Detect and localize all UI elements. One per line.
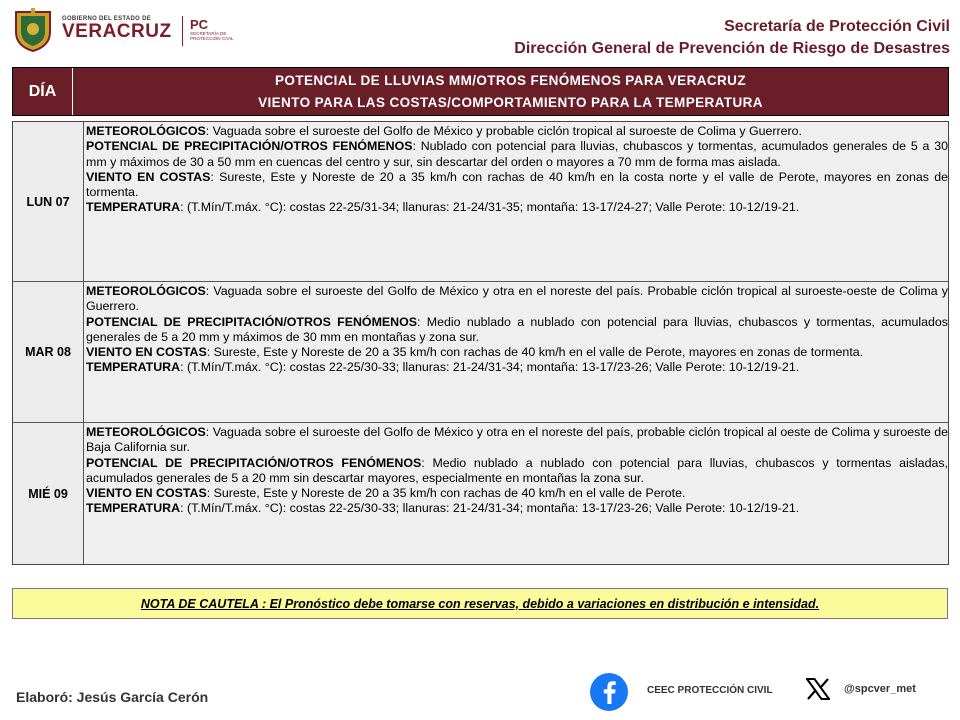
prec-text: : Medio nublado a nublado con potencial para lluvias, chubascos y tormentas, acumulados generales de 5 a 20 mm y máximos de 30 mm en montañas y zona sur.	[86, 314, 948, 344]
x-handle-label[interactable]: @spcver_met	[844, 683, 916, 695]
facebook-icon[interactable]	[590, 673, 628, 711]
page-header	[0, 0, 960, 62]
day-column-header: DÍA	[13, 68, 73, 115]
facebook-label[interactable]: CEEC PROTECCIÓN CIVIL	[647, 685, 773, 696]
prec-text: : Medio nublado a nublado con potencial para lluvias, chubascos y tormentas aisladas, acumulados generales de 5 a 20 mm sin descartar mayores, especialmente en montañas la zona sur.	[86, 455, 948, 485]
table-header	[12, 67, 949, 116]
forecast-content	[84, 282, 948, 422]
temp-label: TEMPERATURA	[86, 501, 181, 516]
forecast-content	[84, 122, 948, 281]
temp-text: : (T.Mín/T.máx. °C): costas 22-25/30-33; llanuras: 21-24/31-34; montaña: 13-17/23-26; Valle Perote: 10-12/19-21.	[180, 360, 800, 375]
pc-small-text-2: PROTECCIÓN CIVIL	[190, 36, 234, 41]
wind-label: VIENTO EN COSTAS	[86, 169, 211, 184]
prec-label: POTENCIAL DE PRECIPITACIÓN/OTROS FENÓMENOS	[86, 139, 413, 154]
table-row	[13, 423, 948, 564]
gov-big-text: VERACRUZ	[62, 21, 172, 42]
met-text: : Vaguada sobre el suroeste del Golfo de México y probable ciclón tropical al suroeste de Colima y Guerrero.	[205, 124, 802, 138]
wind-text: : Sureste, Este y Noreste de 20 a 35 km/h con rachas de 40 km/h en la costa norte y el valle de Perote, mayores en zonas de tormenta.	[86, 169, 948, 200]
met-text: : Vaguada sobre el suroeste del Golfo de México y otra en el noreste del país, probable ciclón tropical al oeste de Colima y suroeste de Baja California sur.	[86, 425, 948, 455]
pc-logo-text: PC	[190, 17, 209, 32]
wind-label: VIENTO EN COSTAS	[86, 486, 207, 501]
veracruz-shield-icon	[12, 6, 54, 52]
temp-label: TEMPERATURA	[86, 360, 181, 375]
wind-text: : Sureste, Este y Noreste de 20 a 35 km/h con rachas de 40 km/h en el valle de Perote, mayores en zonas de tormenta.	[206, 345, 864, 360]
prec-text: : Nublado con potencial para lluvias, chubascos y tormentas, acumulados generales de 5 a 30 mm y máximos de 30 a 50 mm en cuencas del centro y sur, sin descartar del orden o mayores a 70 mm de forma mas aislada.	[86, 139, 948, 169]
government-logo	[12, 6, 242, 52]
gov-small-text: GOBIERNO DEL ESTADO DE	[62, 16, 152, 22]
caution-note-text: NOTA DE CAUTELA : El Pronóstico debe tomarse con reservas, debido a variaciones en distribución e intensidad.	[140, 596, 820, 611]
main-column-header	[73, 68, 948, 115]
logo-divider	[182, 16, 183, 46]
forecast-content	[84, 423, 948, 564]
author-credit: Elaboró: Jesús García Cerón	[16, 689, 209, 705]
day-cell: MAR 08	[13, 282, 84, 422]
forecast-table	[12, 121, 949, 565]
x-icon[interactable]	[806, 678, 830, 700]
met-text: : Vaguada sobre el suroeste del Golfo de México y otra en el noreste del país. Probable ciclón tropical al suroeste-oeste de Colima y Guerrero.	[86, 284, 948, 314]
prec-label: POTENCIAL DE PRECIPITACIÓN/OTROS FENÓMENOS	[86, 314, 418, 329]
pc-small-text-1: SECRETARÍA DE	[190, 31, 227, 36]
wind-label: VIENTO EN COSTAS	[86, 345, 207, 360]
table-row	[13, 282, 948, 423]
caution-note	[12, 588, 948, 619]
main-header-line-2: VIENTO PARA LAS COSTAS/COMPORTAMIENTO PARA LA TEMPERATURA	[258, 94, 763, 110]
met-label: METEOROLÓGICOS	[86, 284, 206, 298]
header-titles	[514, 16, 950, 60]
temp-text: : (T.Mín/T.máx. °C): costas 22-25/30-33; llanuras: 21-24/31-34; montaña: 13-17/23-26; Valle Perote: 10-12/19-21.	[180, 501, 800, 516]
met-label: METEOROLÓGICOS	[86, 124, 206, 138]
title-direccion: Dirección General de Prevención de Riesgo de Desastres	[514, 40, 950, 57]
title-secretaria: Secretaría de Protección Civil	[724, 18, 950, 35]
temp-text: : (T.Mín/T.máx. °C): costas 22-25/31-34; llanuras: 21-24/31-35; montaña: 13-17/24-27; Valle Perote: 10-12/19-21.	[180, 200, 800, 215]
day-cell: MIÉ 09	[13, 423, 84, 564]
main-header-line-1: POTENCIAL DE LLUVIAS MM/OTROS FENÓMENOS PARA VERACRUZ	[275, 72, 746, 88]
day-cell: LUN 07	[13, 122, 84, 281]
temp-label: TEMPERATURA	[86, 200, 181, 215]
met-label: METEOROLÓGICOS	[86, 425, 206, 439]
wind-text: : Sureste, Este y Noreste de 20 a 35 km/h con rachas de 40 km/h en el valle de Perote.	[206, 486, 686, 501]
prec-label: POTENCIAL DE PRECIPITACIÓN/OTROS FENÓMENOS	[86, 455, 422, 470]
table-row	[13, 122, 948, 282]
